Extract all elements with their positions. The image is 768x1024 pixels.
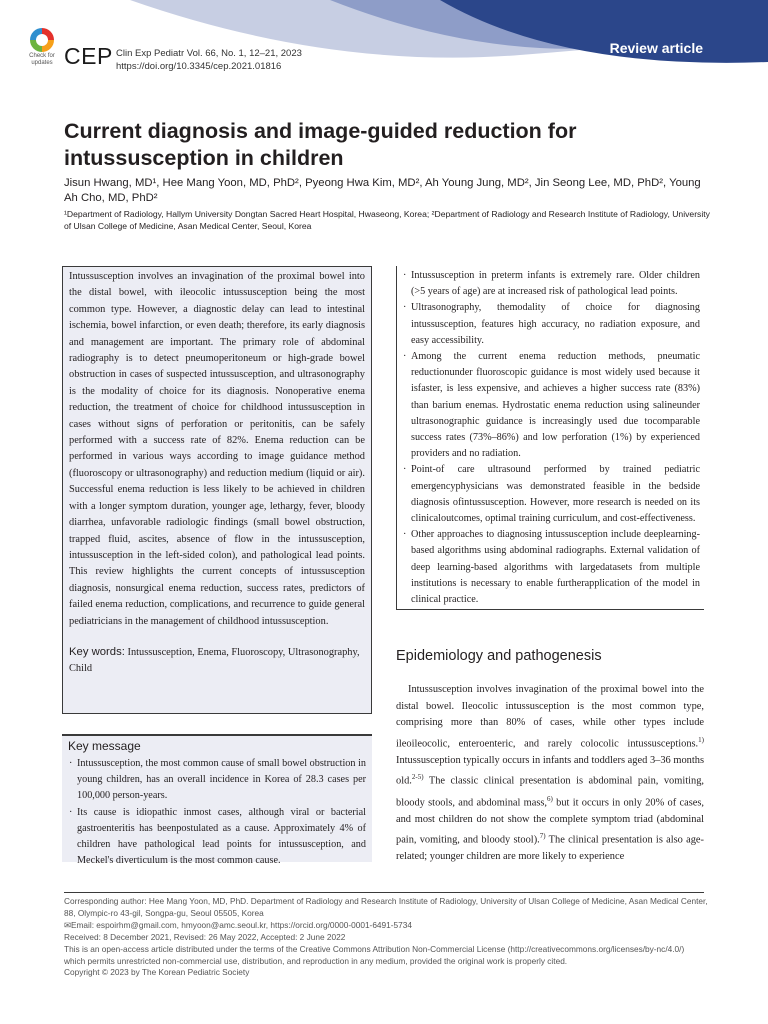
abstract-box bbox=[62, 266, 372, 714]
body-text: Intussusception typically occurs in infants and toddlers aged 3–36 months old. bbox=[396, 754, 704, 787]
author-list: Jisun Hwang, MD¹, Hee Mang Yoon, MD, PhD², Pyeong Hwa Kim, MD², Ah Young Jung, MD², Jin Seong Lee, MD, PhD², Young Ah Cho, MD, PhD² bbox=[64, 177, 701, 204]
journal-logo: CEP bbox=[64, 43, 113, 69]
body-text: The clinical presentation is also age-related; younger children are more likely to experience bbox=[396, 834, 704, 863]
key-message-box bbox=[62, 734, 372, 867]
key-message-item: · Among the current enema reduction methods, pneumatic reductionunder fluoroscopic guidance is most widely used because it isfaster, is less expensive, and achieves a higher success rate (83%) than barium enemas. Hydrostatic enema reduction using salineunder ultrasonographic guidance is increasingly used due tocomparable success rates (73%–86%) and low perforation (1%) by experienced providers and no radiation. bbox=[402, 349, 700, 462]
keywords-list: Intussusception, Enema, Fluoroscopy, Ultrasonography, Child bbox=[69, 646, 360, 675]
article-title: Current diagnosis and image-guided reduction for intussusception in children bbox=[64, 119, 577, 170]
key-message-continued bbox=[396, 266, 704, 610]
email-line bbox=[64, 920, 712, 932]
license-text: This is an open-access article distributed under the terms of the Creative Commons Attribution Non-Commercial License (http://creativecommons.org/licenses/by-nc/4.0/) which permits unrestricted non-commercial use, distribution, and reproduction in any medium, provided the original work is properly cited. bbox=[64, 944, 685, 966]
affiliations: ¹Department of Radiology, Hallym University Dongtan Sacred Heart Hospital, Hwaseong, Korea; ²Department of Radiology and Research Institute of Radiology, University of Ulsan College of Medicine, Asan Medical Center, Seoul, Korea bbox=[64, 209, 710, 231]
doi-link[interactable]: https://doi.org/10.3345/cep.2021.01816 bbox=[116, 61, 282, 72]
article-type-label: Review article bbox=[609, 40, 703, 56]
body-text: The classic clinical presentation is abdominal pain, vomiting, bloody stools, and abdominal mass, bbox=[396, 775, 704, 808]
reference-marker[interactable]: 6) bbox=[547, 794, 553, 803]
key-message-item: · Point-of care ultrasound performed by trained pediatric emergencyphysicians was demonstrated feasible in the bedside diagnosis ofintussusception. However, more research is needed on its clinicaloutcomes, optimal training curriculum, and cost-effectiveness. bbox=[402, 462, 700, 527]
key-message-item: · Its cause is idiopathic inmost cases, although viral or bacterial gastroenteritis has beenpostulated as a cause. Approximately 4% of children have pathological lead points for intussusception, and Meckel's diverticulum is the most common cause. bbox=[68, 805, 366, 870]
citation-block bbox=[116, 47, 302, 73]
key-message-heading: Key message bbox=[68, 739, 141, 753]
key-message-item: · Intussusception in preterm infants is extremely rare. Older children (>5 years of age) are at increased risk of pathological lead points. bbox=[402, 268, 700, 300]
reference-marker[interactable]: 1) bbox=[698, 735, 704, 744]
footer-divider bbox=[64, 892, 704, 893]
corresponding-author: Corresponding author: Hee Mang Yoon, MD, PhD. Department of Radiology and Research Institute of Radiology, University of Ulsan College of Medicine, Asan Medical Center, 88, Olympic-ro 43-gil, Songpa-gu, Seoul 05505, Korea bbox=[64, 896, 708, 918]
body-paragraph bbox=[396, 682, 704, 866]
badge-label: Check for updates bbox=[29, 53, 55, 66]
reference-marker[interactable]: 2-5) bbox=[411, 773, 424, 782]
crossmark-icon-center bbox=[36, 34, 48, 46]
copyright: Copyright © 2023 by The Korean Pediatric Society bbox=[64, 967, 250, 977]
citation-line: Clin Exp Pediatr Vol. 66, No. 1, 12–21, 2023 bbox=[116, 48, 302, 59]
body-text: Intussusception involves invagination of the proximal bowel into the distal bowel. Ileocolic intussusception is the most common type, comprising more than 80% of cases, while other types include ileoileocolic, enteroenteric, and rarely colocolic intussusceptions. bbox=[396, 684, 704, 750]
key-message-item: · Intussusception, the most common cause of small bowel obstruction in young children, has an overall incidence in Korea of 28.3 cases per 100,000 person-years. bbox=[68, 756, 366, 805]
keywords bbox=[69, 644, 365, 678]
abstract-text: Intussusception involves an invagination of the proximal bowel into the distal bowel, with ileocolic intussusception being the most common type. However, a diagnostic delay can lead to intestinal ischemia, bowel infarction, or even death; therefore, its early diagnosis and management are important. The primary role of abdominal radiography is to detect pneumoperitoneum or high-grade bowel obstruction in cases of suspected intussusception, and ultrasonography is the modality of choice for its diagnosis. Nonoperative enema reduction, the treatment of choice for childhood intussusception in cases without signs of perforation or peritonitis, can be safely performed with a success rate of 82%. Enema reduction can be performed in various ways according to image guidance method (fluoroscopy or ultrasonography) and reduction medium (liquid or air). Successful enema reduction is less likely to be achieved in children with a longer symptom duration, younger age, lethargy, fever, bloody diarrhea, unfavorable radiologic findings (small bowel obstruction, trapped fluid, ascites, absence of flow in the intussusception, intussusception in the left-sided colon), and pathological lead points. This review highlights the current concepts of intussusception diagnosis, nonsurgical enema reduction, success rates, predictors of failed enema reduction, complications, and recurrence to guide general pediatricians in the management of childhood intussusception. bbox=[69, 271, 365, 627]
check-for-updates-badge[interactable] bbox=[24, 28, 60, 72]
keywords-label: Key words: bbox=[69, 645, 125, 658]
email-icon: ✉ bbox=[64, 920, 71, 930]
key-message-item: · Other approaches to diagnosing intussusception include deeplearning-based algorithms using abdominal radiographs. External validation of deep learning-based algorithms with largedatasets from multiple institutions is necessary to enable furtherapplication of the model in clinical practice. bbox=[402, 527, 700, 608]
section-heading: Epidemiology and pathogenesis bbox=[396, 648, 602, 664]
body-text: but it occurs in only 20% of cases, and most children do not show the complete symptom triad (abdominal pain, vomiting, and bloody stool). bbox=[396, 796, 704, 846]
key-message-item: · Ultrasonography, themodality of choice for diagnosing intussusception, features high accuracy, no radiation exposure, and easy accessibility. bbox=[402, 300, 700, 349]
reference-marker[interactable]: 7) bbox=[539, 832, 546, 841]
email-text[interactable]: Email: espoirhm@gmail.com, hmyoon@amc.seoul.kr, https://orcid.org/0000-0001-6491-5734 bbox=[70, 920, 413, 930]
section-body bbox=[396, 682, 704, 866]
article-dates: Received: 8 December 2021, Revised: 26 May 2022, Accepted: 2 June 2022 bbox=[64, 932, 346, 942]
